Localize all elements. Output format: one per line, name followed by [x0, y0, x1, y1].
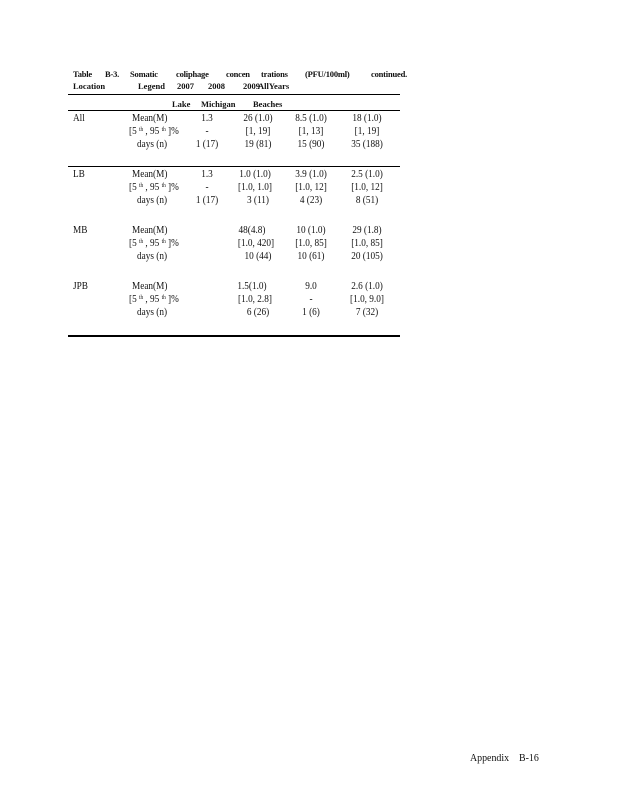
- header-2009: 2009: [243, 81, 260, 91]
- cell-2008-range: [1.0, 2.8]: [238, 294, 272, 305]
- page-number: B-16: [519, 752, 539, 764]
- cell-2008-mean: 26 (1.0): [243, 113, 273, 124]
- header-2007: 2007: [177, 81, 194, 91]
- header-legend: Legend: [138, 81, 165, 91]
- legend-days: days (n): [137, 195, 168, 206]
- legend-percentile: [5 $^{th}$ , 95 $^{th}$ ]%: [129, 126, 179, 137]
- cell-2009-mean: 8.5 (1.0): [295, 113, 327, 124]
- cell-2007-mean: 1.3: [201, 169, 213, 180]
- cell-all-days: 20 (105): [351, 251, 383, 262]
- cell-2009-range: [1, 13]: [298, 126, 324, 137]
- cell-2007-mean: 1.3: [201, 113, 213, 124]
- legend-mean: Mean(M): [132, 113, 168, 124]
- cell-2007-days: 1 (17): [195, 139, 219, 150]
- cell-2009-range: [1.0, 12]: [295, 182, 327, 193]
- caption-word: B-3.: [105, 69, 120, 79]
- header-lake: Lake: [172, 99, 191, 109]
- caption-word: coliphage: [176, 69, 209, 79]
- cell-2009-range: [1.0, 85]: [295, 238, 327, 249]
- header-2008: 2008: [208, 81, 225, 91]
- footer-label: Appendix: [470, 752, 510, 764]
- location-label: JPB: [73, 281, 88, 292]
- legend-days: days (n): [137, 307, 168, 318]
- cell-all-range: [1.0, 9.0]: [350, 294, 384, 305]
- legend-mean: Mean(M): [132, 169, 168, 180]
- subheader-rule: [68, 110, 400, 111]
- header-rule: [68, 94, 400, 95]
- group-rule: [68, 166, 400, 167]
- cell-2008-mean: 48(4.8): [238, 225, 266, 236]
- location-label: All: [73, 113, 85, 124]
- cell-2007-range: -: [205, 182, 209, 193]
- caption-word: (PFU/100ml): [305, 69, 350, 79]
- location-label: MB: [73, 225, 88, 236]
- cell-2008-range: [1.0, 420]: [237, 238, 275, 249]
- legend-days: days (n): [137, 139, 168, 150]
- header-location: Location: [73, 81, 106, 91]
- cell-2008-mean: 1.0 (1.0): [239, 169, 271, 180]
- cell-2009-mean: 3.9 (1.0): [295, 169, 327, 180]
- header-beaches: Beaches: [253, 99, 283, 109]
- cell-2009-days: 10 (61): [297, 251, 325, 262]
- cell-all-days: 8 (51): [355, 195, 379, 206]
- cell-2009-days: 1 (6): [302, 307, 320, 318]
- cell-2009-days: 15 (90): [297, 139, 325, 150]
- cell-all-days: 35 (188): [351, 139, 383, 150]
- table-bottom-rule: [68, 335, 400, 337]
- cell-2007-range: -: [205, 126, 209, 137]
- cell-all-range: [1.0, 12]: [351, 182, 383, 193]
- caption-word: trations: [261, 69, 288, 79]
- cell-all-mean: 18 (1.0): [352, 113, 382, 124]
- cell-2009-mean: 10 (1.0): [296, 225, 326, 236]
- legend-percentile: [5 $^{th}$ , 95 $^{th}$ ]%: [129, 238, 179, 249]
- header-michigan: Michigan: [201, 99, 236, 109]
- cell-2008-days: 6 (26): [246, 307, 270, 318]
- cell-all-mean: 29 (1.8): [352, 225, 382, 236]
- location-label: LB: [73, 169, 85, 180]
- caption-word: concen: [226, 69, 250, 79]
- cell-2008-days: 19 (81): [244, 139, 272, 150]
- header-all-years: AllYears: [258, 81, 290, 91]
- cell-2009-days: 4 (23): [299, 195, 323, 206]
- cell-2009-mean: 9.0: [305, 281, 317, 292]
- legend-mean: Mean(M): [132, 281, 168, 292]
- cell-all-range: [1, 19]: [354, 126, 380, 137]
- legend-percentile: [5 $^{th}$ , 95 $^{th}$ ]%: [129, 294, 179, 305]
- legend-mean: Mean(M): [132, 225, 168, 236]
- cell-2008-days: 10 (44): [244, 251, 272, 262]
- cell-2008-range: [1, 19]: [245, 126, 271, 137]
- cell-2008-days: 3 (11): [247, 195, 269, 206]
- cell-2009-range: -: [309, 294, 313, 305]
- cell-2007-days: 1 (17): [195, 195, 219, 206]
- cell-2008-mean: 1.5(1.0): [237, 281, 267, 292]
- cell-2008-range: [1.0, 1.0]: [238, 182, 272, 193]
- legend-days: days (n): [137, 251, 168, 262]
- caption-word: Table: [73, 69, 93, 79]
- cell-all-range: [1.0, 85]: [351, 238, 383, 249]
- cell-all-mean: 2.5 (1.0): [351, 169, 383, 180]
- caption-word: continued.: [371, 69, 408, 79]
- caption-word: Somatic: [130, 69, 158, 79]
- legend-percentile: [5 $^{th}$ , 95 $^{th}$ ]%: [129, 182, 179, 193]
- cell-all-mean: 2.6 (1.0): [351, 281, 383, 292]
- cell-all-days: 7 (32): [355, 307, 379, 318]
